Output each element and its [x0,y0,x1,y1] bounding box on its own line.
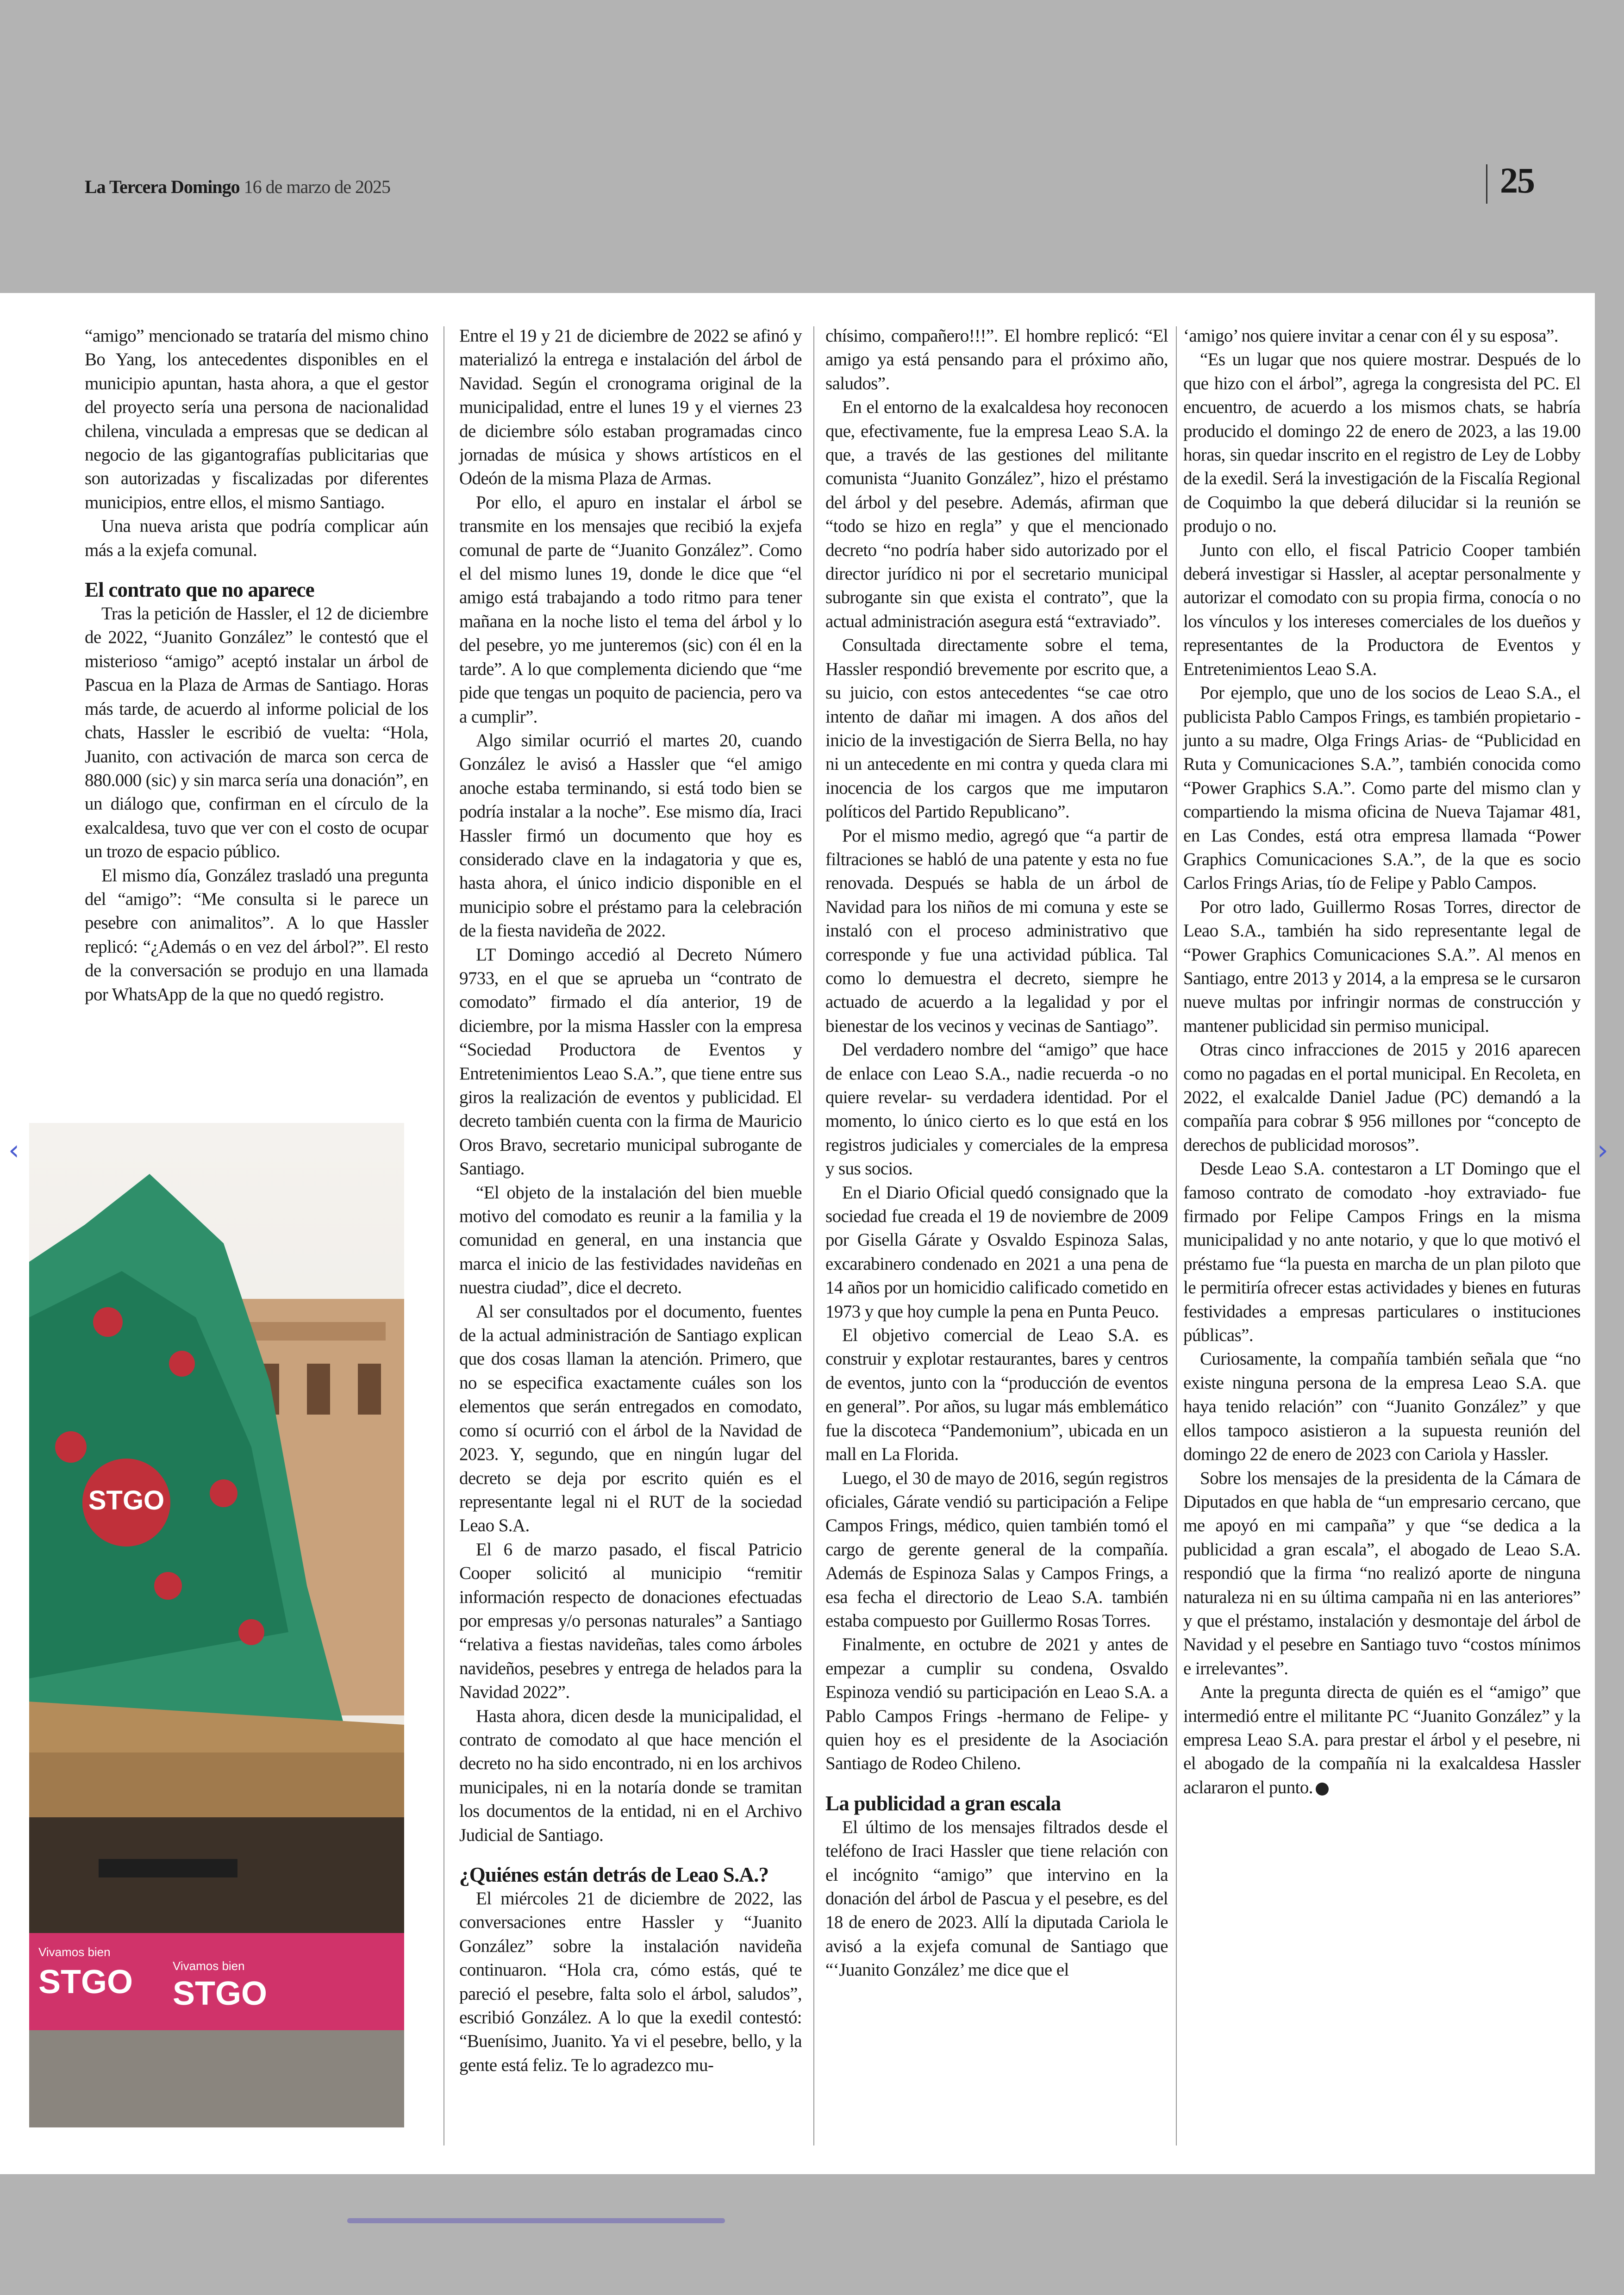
paragraph-text: El mismo día, González trasladó una pregunta del “amigo”: “Me consulta si le parece un pesebre con animalitos”. A lo que Hassler replicó: “¿Además o en vez del árbol?”. El resto de la conversación se produjo en una llamada por WhatsApp de la que no quedó registro. [85,865,428,1004]
paragraph-text: Por ejemplo, que uno de los socios de Leao S.A., el publicista Pablo Campos Frings, es también propietario -junto a su madre, Olga Frings Arias- de “Publicidad en Ruta y Comunicaciones S.A.”, también conocida como “Power Graphics S.A.”. Como parte del mismo clan y compartiendo la misma oficina de Nueva Tajamar 481, en Las Condes, está otra empresa llamada “Power Graphics Comunicaciones S.A.”, de la que es socio Carlos Frings Arias, tío de Felipe y Pablo Campos. [1183,683,1580,893]
header-divider [1486,164,1487,204]
publication-date: 16 de marzo de 2025 [244,176,391,197]
paragraph-text: El miércoles 21 de diciembre de 2022, las conversaciones entre Hassler y “Juanito González” sobre la instalación navideña continuaron. “Hola cra, cómo estás, qué te pareció el pesebre, falta solo el árbol, saludos”, escribió González. A lo que la exedil contestó: “Buenísimo, Juanito. Ya vi el pesebre, bello, y la gente está feliz. Te lo agradezco mu- [459,1889,802,2075]
article-paragraph [1183,1347,1580,1466]
paragraph-text: Luego, el 30 de mayo de 2016, según registros oficiales, Gárate vendió su participación a Felipe Campos Frings, médico, quien también tomó el cargo de gerente general de la compañía. Además de Espinoza Salas y Campos Frings, a esa fecha el directorio de Leao S.A. también estaba compuesto por Guillermo Rosas Torres. [825,1468,1168,1631]
article-paragraph [1183,1466,1580,1681]
article-paragraph [825,1633,1168,1775]
article-paragraph [825,1181,1168,1323]
paragraph-text: Hasta ahora, dicen desde la municipalidad, el contrato de comodato al que hace mención el decreto no ha sido encontrado, ni en los archivos municipales, ni en la notaría donde se tramitan los documentos de la entidad, ni en el Archivo Judicial de Santiago. [459,1706,802,1845]
section-heading [85,578,428,602]
tree-logo: STGO [88,1485,165,1515]
article-paragraph [459,1181,802,1300]
column-divider [443,326,444,2145]
article-paragraph [1183,1680,1580,1799]
photo-illustration [29,1123,404,2127]
article-paragraph [825,633,1168,823]
article-paragraph [459,943,802,1181]
svg-text:Vivamos bien: Vivamos bien [173,1959,245,1973]
paragraph-text: En el Diario Oficial quedó consignado que la sociedad fue creada el 19 de noviembre de 2009 por Gisella Gárate y Osvaldo Espinoza Salas, excarabinero condenado en 2021 a una pena de 14 años por un homicidio calificado cometido en 1973 y que hoy cumple la pena en Punta Peuco. [825,1182,1168,1322]
article-paragraph [825,395,1168,633]
article-column-2 [459,324,802,2077]
article-paragraph [1183,348,1580,538]
article-paragraph [1183,1157,1580,1347]
article-paragraph [825,324,1168,395]
previous-page-arrow-icon[interactable]: ‹ [8,1134,19,1166]
paragraph-text: El contrato que no aparece [85,578,314,602]
article-paragraph [825,1323,1168,1466]
paragraph-text: En el entorno de la exalcaldesa hoy reconocen que, efectivamente, fue la empresa Leao S.A. la que, a través de las gestiones del militante comunista “Juanito González”, hizo el préstamo del árbol y del pesebre. Además, afirman que “todo se hizo en regla” y que el mencionado decreto “no podría haber sido autorizado por el director jurídico ni por el secretario municipal subrogante sin que exista el contrato”, que la actual administración asegura está “extraviado”. [825,397,1168,631]
paragraph-text: Otras cinco infracciones de 2015 y 2016 aparecen como no pagadas en el portal municipal. En Recoleta, en 2022, el exalcalde Daniel Jadue (PC) demandó a la compañía para cobrar $ 956 millones por “concepto de derechos de publicidad morosos”. [1183,1040,1580,1155]
paragraph-text: Tras la petición de Hassler, el 12 de diciembre de 2022, “Juanito González” le contestó que el misterioso “amigo” aceptó instalar un árbol de Pascua en la Plaza de Armas de Santiago. Horas más tarde, de acuerdo al informe policial de los chats, Hassler le escribió de vuelta: “Hola, Juanito, con activación de marca son cerca de 880.000 (sic) y sin marca sería una donación”, en un diálogo que, confirman en el círculo de la exalcaldesa, tuvo que ver con el costo de ocupar un trozo de espacio público. [85,604,428,862]
paragraph-text: Consultada directamente sobre el tema, Hassler respondió brevemente por escrito que, a su juicio, con estos antecedentes “se cae otro intento de dañar mi imagen. A dos años del inicio de la investigación de Sierra Bella, no hay ni un antecedente en mi contra y queda clara mi inocencia de los cargos que me imputaron políticos del Partido Republicano”. [825,635,1168,822]
paragraph-text: El objetivo comercial de Leao S.A. es construir y explotar restaurantes, bares y centros de eventos, junto con la “producción de eventos en general”. Por años, su lugar más emblemático fue la discoteca “Pandemonium”, ubicada en un mall en La Florida. [825,1325,1168,1465]
paragraph-text: El 6 de marzo pasado, el fiscal Patricio Cooper solicitó al municipio “remitir información respecto de donaciones efectuadas por empresas y/o personas naturales” a Santiago “relativa a fiestas navideñas, tales como árboles navideños, pesebres y entrega de helados para la Navidad 2022”. [459,1539,802,1703]
article-paragraph [459,1300,802,1538]
article-column-4 [1183,324,1580,1799]
article-paragraph [459,1704,802,1847]
article-paragraph [85,324,428,514]
paragraph-text: Ante la pregunta directa de quién es el “amigo” que intermedió entre el militante PC “Juanito González” y la empresa Leao S.A. para prestar el árbol y el pesebre, ni el abogado de la compañía ni la exalcaldesa Hassler aclararon el punto. [1183,1682,1580,1797]
article-paragraph [825,1466,1168,1633]
article-paragraph [459,729,802,943]
paragraph-text: El último de los mensajes filtrados desde el teléfono de Iraci Hassler que tiene relación con el incógnito “amigo” que intervino en la donación del árbol de Pascua y el pesebre, es del 18 de enero de 2023. Allí la diputada Cariola le avisó a la exjefa comunal de Santiago que “‘Juanito González’ me dice que el [825,1817,1168,1980]
paragraph-text: Sobre los mensajes de la presidenta de la Cámara de Diputados en que habla de “un empresario cercano, que me apoyó en mi campaña” y que “se dedica a la publicidad a gran escala”, el abogado de Leao S.A. respondió que la firma “no realizó aporte de ninguna naturaleza ni en su última campaña ni en las anteriores” y que el préstamo, instalación y desmontaje del árbol de Navidad y el pesebre en Santiago tuvo “costos mínimos e irrelevantes”. [1183,1468,1580,1678]
paragraph-text: Desde Leao S.A. contestaron a LT Domingo que el famoso contrato de comodato -hoy extraviado- fue firmado por Felipe Campos Frings en la misma municipalidad y no ante notario, y que lo que motivó el préstamo fue “la puesta en marcha de un plan piloto que le permitiría ofrecer estas actividades y bienes en futuras festividades a empresas particulares o instituciones públicas”. [1183,1159,1580,1346]
article-paragraph [825,824,1168,1038]
paragraph-text: La publicidad a gran escala [825,1791,1061,1815]
paragraph-text: Curiosamente, la compañía también señala que “no existe ninguna persona de la empresa Leao S.A. que haya tenido relación” con “Juanito González” y que ellos tampoco asistieron a la supuesta reunión del domingo 22 de enero de 2023 con Cariola y Hassler. [1183,1349,1580,1465]
paragraph-text: “amigo” mencionado se trataría del mismo chino Bo Yang, los antecedentes disponibles en el municipio apuntan, hasta ahora, a que el gestor del proyecto sería una persona de nacionalidad chilena, vinculada a empresas que se dedican al negocio de las gigantografías publicitarias que son autorizadas y fiscalizadas por diferentes municipios, entre ellos, el mismo Santiago. [85,326,428,512]
article-paragraph [459,324,802,491]
svg-text:STGO: STGO [173,1975,268,2012]
article-paragraph [459,1887,802,2077]
article-paragraph [1183,1038,1580,1157]
paragraph-text: Por ello, el apuro en instalar el árbol se transmite en los mensajes que recibió la exjefa comunal de parte de “Juanito González”. Como el del mismo lunes 19, donde le dice que “el amigo está trabajando a todo ritmo para tener mañana en la noche listo el tema del árbol y lo del pesebre, yo me junteremos (sic) con él en la tarde”. A lo que complementa diciendo que “me pide que tengas un poquito de paciencia, pero va a cumplir”. [459,492,802,727]
article-paragraph [459,1538,802,1704]
column-divider [813,326,814,2145]
page-number: 25 [1500,160,1534,200]
column-divider [1176,326,1177,2145]
paragraph-text: Una nueva arista que podría complicar aún más a la exjefa comunal. [85,516,428,560]
article-paragraph [459,491,802,729]
article-paragraph [1183,324,1580,348]
paragraph-text: ¿Quiénes están detrás de Leao S.A.? [459,1863,769,1886]
christmas-tree-photo [29,1123,404,2127]
paragraph-text: Al ser consultados por el documento, fuentes de la actual administración de Santiago explican que dos cosas llaman la atención. Primero, que no se especifica exactamente cuáles son los elementos que serán entregados en comodato, como sí ocurrió con el árbol de la Navidad de 2023. Y, segundo, que en ningún lugar del decreto se deja por escrito quién es el representante legal ni el RUT de la sociedad Leao S.A. [459,1301,802,1536]
page-header [85,176,390,198]
paragraph-text: Por otro lado, Guillermo Rosas Torres, director de Leao S.A., también ha sido representante legal de “Power Graphics Comunicaciones S.A.”. Al menos en Santiago, entre 2013 y 2014, a la empresa se le cursaron nueve multas por infringir normas de construcción y mantener publicidad sin permiso municipal. [1183,897,1580,1036]
paragraph-text: Junto con ello, el fiscal Patricio Cooper también deberá investigar si Hassler, al aceptar personalmente y autorizar el comodato con su propia firma, conocía o no los vínculos y los intereses comerciales de los dueños y representantes de la Productora de Eventos y Entretenimientos Leao S.A. [1183,540,1580,679]
section-heading [825,1791,1168,1815]
banner-slogan: Vivamos bien [38,1945,111,1959]
paragraph-text: Del verdadero nombre del “amigo” que hace de enlace con Leao S.A., nadie recuerda -o no quiere revelar- su verdadera identidad. Por el momento, lo único cierto es lo que está en los registros judiciales y comerciales de la empresa y sus socios. [825,1040,1168,1179]
paragraph-text: Por el mismo medio, agregó que “a partir de filtraciones se habló de una patente y esta no fue renovada. Después se habla de un árbol de Navidad para los niños de mi comuna y este se instaló con el proceso administrativo que corresponde y fue una actividad pública. Tal como lo demuestra el decreto, siempre he actuado de acuerdo a la legalidad y por el bienestar de los vecinos y vecinas de Santiago”. [825,825,1168,1036]
paragraph-text: LT Domingo accedió al Decreto Número 9733, en el que se aprueba un “contrato de comodato” firmado el día anterior, 19 de diciembre, por la misma Hassler con la empresa “Sociedad Productora de Eventos y Entretenimientos Leao S.A.”, que tiene entre sus giros la realización de eventos y publicidad. El decreto también cuenta con la firma de Mauricio Oros Bravo, secretario municipal subrogante de Santiago. [459,944,802,1179]
article-column-3 [825,324,1168,1982]
article-paragraph [825,1038,1168,1180]
article-paragraph [85,602,428,863]
paragraph-text: ‘amigo’ nos quiere invitar a cenar con él y su esposa”. [1183,326,1558,346]
article-paragraph [825,1815,1168,1982]
article-paragraph [85,864,428,1006]
paragraph-text: Entre el 19 y 21 de diciembre de 2022 se afinó y materializó la entrega e instalación del árbol de Navidad. Según el cronograma original de la municipalidad, entre el lunes 19 y el viernes 23 de diciembre sólo estaban programadas cinco jornadas de música y shows artísticos en el Odeón de la misma Plaza de Armas. [459,326,802,489]
horizontal-scrollbar[interactable] [347,2218,725,2223]
paragraph-text: chísimo, compañero!!!”. El hombre replicó: “El amigo ya está pensando para el próximo año, saludos”. [825,326,1168,393]
section-heading [459,1863,802,1887]
paragraph-text: Finalmente, en octubre de 2021 y antes de empezar a cumplir su condena, Osvaldo Espinoza vendió su participación en Leao S.A. a Pablo Campos Frings -hermano de Felipe- y quien hoy es el presidente de la Asociación Santiago de Rodeo Chileno. [825,1634,1168,1774]
article-paragraph [85,514,428,562]
article-paragraph [1183,895,1580,1038]
banner-logo: STGO [38,1964,133,2001]
end-of-article-icon [1316,1783,1329,1796]
paragraph-text: Algo similar ocurrió el martes 20, cuando González le avisó a Hassler que “el amigo anoche estaba terminando, si está todo bien se podría instalar a la noche”. Ese mismo día, Iraci Hassler firmó un documento que hoy es considerado clave en la indagatoria y que es, hasta ahora, el único indicio disponible en el municipio sobre el préstamo para la celebración de la fiesta navideña de 2022. [459,730,802,941]
article-paragraph [1183,681,1580,895]
article-paragraph [1183,538,1580,681]
next-page-arrow-icon[interactable]: › [1597,1134,1608,1166]
paragraph-text: “El objeto de la instalación del bien mueble motivo del comodato es reunir a la familia y la comunidad en general, en una instancia que marca el inicio de las festividades navideñas en nuestra ciudad”, dice el decreto. [459,1182,802,1298]
paragraph-text: “Es un lugar que nos quiere mostrar. Después de lo que hizo con el árbol”, agrega la congresista del PC. El encuentro, de acuerdo a los mismos chats, se habría producido el domingo 22 de enero de 2023, a las 19.00 horas, sin quedar inscrito en el registro de Ley de Lobby de la exedil. Será la investigación de la Fiscalía Regional de Coquimbo la que deberá dilucidar si la reunión se produjo o no. [1183,349,1580,536]
article-column-1 [85,324,428,1006]
publication-name: La Tercera Domingo [85,176,240,197]
